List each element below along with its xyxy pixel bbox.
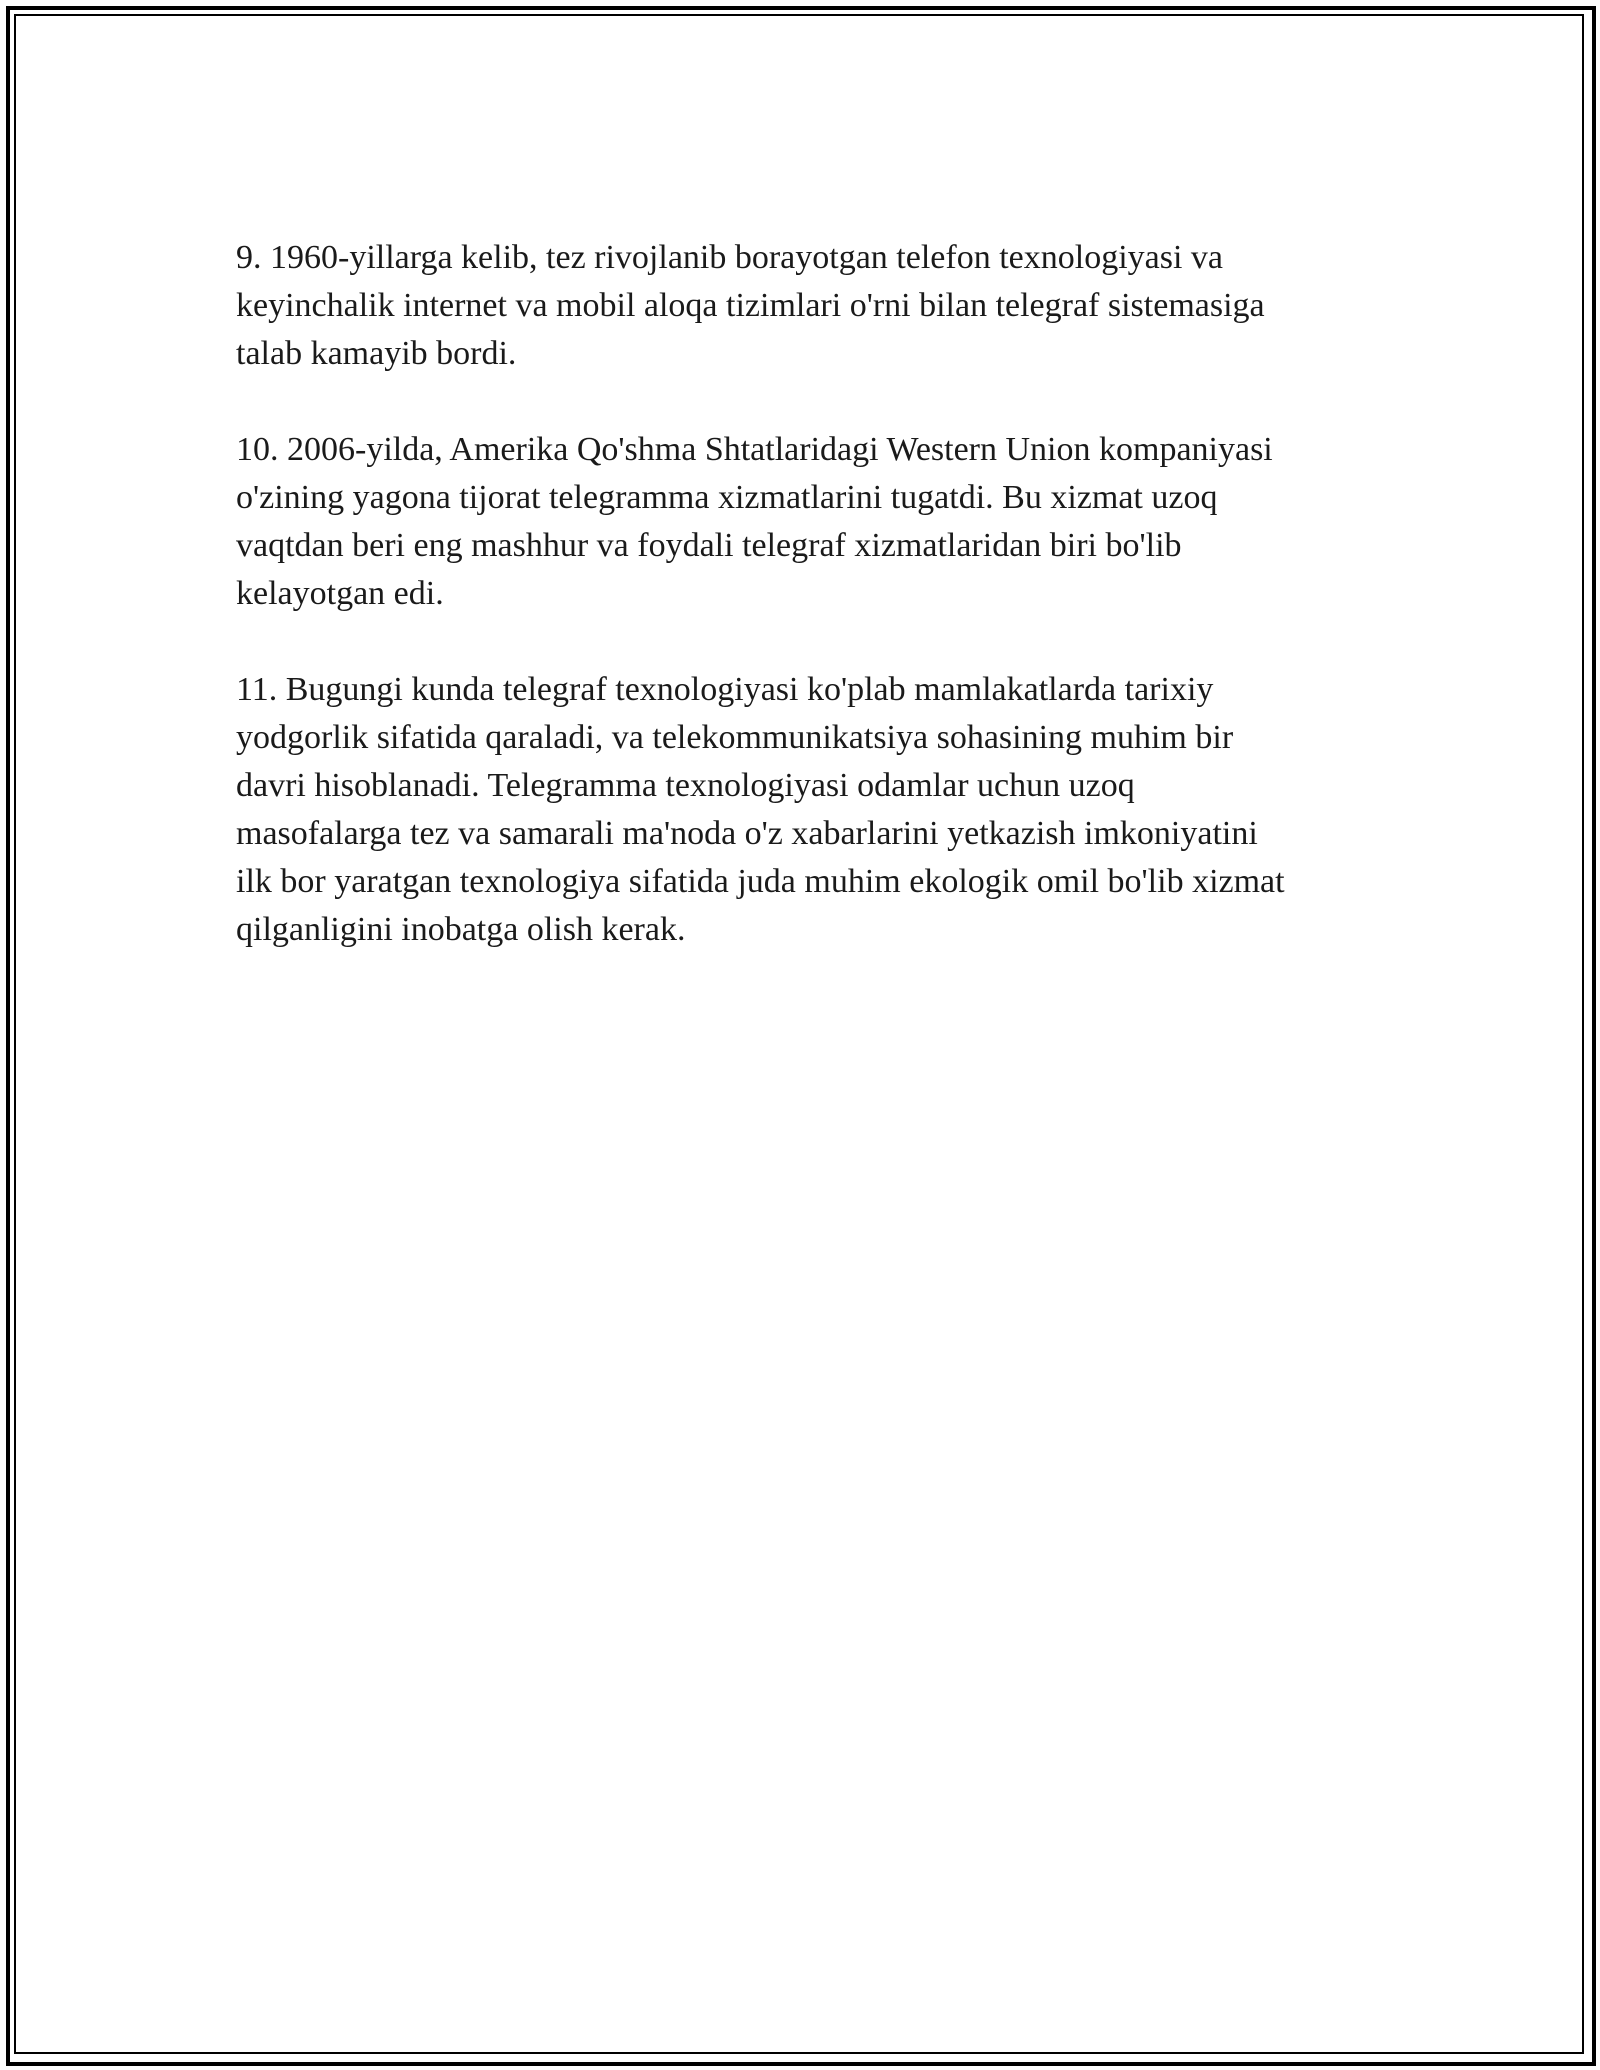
paragraph-9: 9. 1960-yillarga kelib, tez rivojlanib borayotgan telefon texnologiyasi va keyinchalik internet va mobil aloqa tizimlari o'rni bilan telegraf sistemasiga talab kamayib bordi. <box>236 239 1265 372</box>
document-body <box>236 234 1396 1002</box>
paragraph-11: 11. Bugungi kunda telegraf texnologiyasi ko'plab mamlakatlarda tarixiy yodgorlik sifatida qaraladi, va telekommunikatsiya sohasining muhim bir davri hisoblanadi. Telegramma texnologiyasi odamlar uchun uzoq masofalarga tez va samarali ma'noda o'z xabarlarini yetkazish imkoniyatini ilk bor yaratgan texnologiya sifatida juda muhim ekologik omil bo'lib xizmat qilganligini inobatga olish kerak. <box>236 671 1285 948</box>
paragraph-10: 10. 2006-yilda, Amerika Qo'shma Shtatlaridagi Western Union kompaniyasi o'zining yagona tijorat telegramma xizmatlarini tugatdi. Bu xizmat uzoq vaqtdan beri eng mashhur va foydali telegraf xizmatlaridan biri bo'lib kelayotgan edi. <box>236 431 1273 612</box>
